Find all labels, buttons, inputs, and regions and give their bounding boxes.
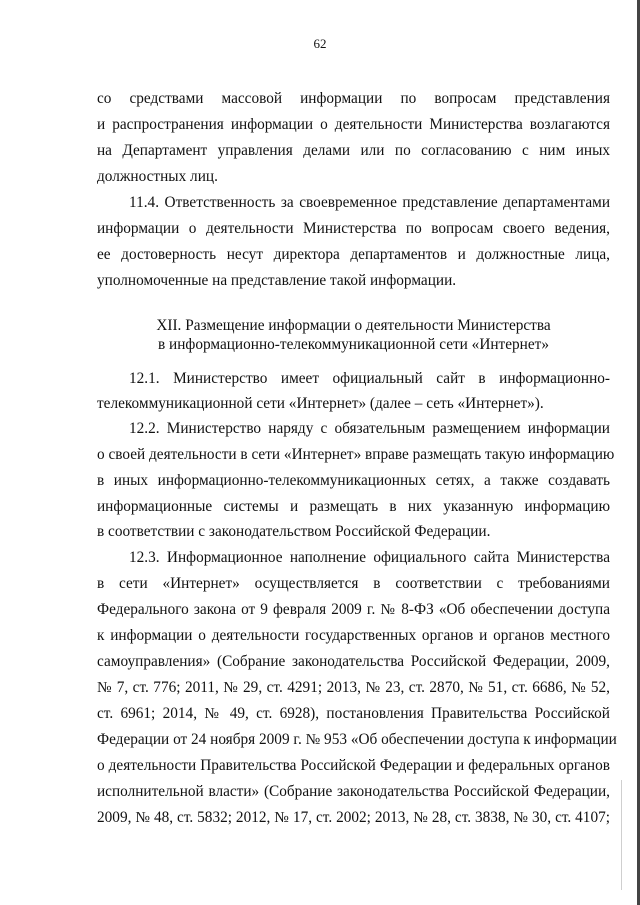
- text-line: информации о деятельности Министерства по вопросам своего ведения,: [97, 220, 610, 237]
- text-line: Федерации от 24 ноября 2009 г. № 953 «Об обеспечении доступа к информации: [97, 731, 617, 748]
- text-line: о деятельности Правительства Российской Федерации и федеральных органов: [97, 757, 610, 774]
- page-number: 62: [313, 36, 327, 51]
- text-line: ст. 6961; 2014, № 49, ст. 6928), постановления Правительства Российской: [97, 705, 610, 722]
- text-line: о своей деятельности в сети «Интернет» вправе размещать такую информацию: [97, 446, 615, 463]
- text-line: информационные системы и размещать в них указанную информацию: [97, 498, 610, 515]
- text-line: со средствами массовой информации по вопросам представления: [97, 90, 610, 107]
- text-line: самоуправления» (Собрание законодательства Российской Федерации, 2009,: [97, 653, 610, 670]
- text-line: Федерального закона от 9 февраля 2009 г. № 8-ФЗ «Об обеспечении доступа: [97, 601, 610, 618]
- text-line: в иных информационно-телекоммуникационных сетях, а также создавать: [97, 472, 610, 489]
- text-line: к информации о деятельности государственных органов и органов местного: [97, 627, 610, 644]
- paragraph-12-1-start: 12.1. Министерство имеет официальный сайт в информационно-: [129, 370, 610, 387]
- text-line: 2009, № 48, ст. 5832; 2012, № 17, ст. 2002; 2013, № 28, ст. 3838, № 30, ст. 4107;: [97, 809, 610, 826]
- text-line: телекоммуникационной сети «Интернет» (далее – сеть «Интернет»).: [97, 395, 544, 412]
- section-heading: XII. Размещение информации о деятельности Министерства: [156, 317, 551, 334]
- text-line: в соответствии с законодательством Российской Федерации.: [97, 523, 491, 540]
- scan-artifact: [621, 780, 622, 890]
- text-line: № 7, ст. 776; 2011, № 29, ст. 4291; 2013, № 23, ст. 2870, № 51, ст. 6686, № 52,: [97, 679, 610, 696]
- text-line: должностных лиц.: [97, 168, 218, 185]
- text-line: на Департамент управления делами или по согласованию с ним иных: [97, 142, 610, 159]
- text-line: и распространения информации о деятельности Министерства возлагаются: [97, 116, 610, 133]
- paragraph-11-4-start: 11.4. Ответственность за своевременное представление департаментами: [129, 194, 610, 211]
- text-line: в сети «Интернет» осуществляется в соответствии с требованиями: [97, 575, 610, 592]
- paragraph-12-2-start: 12.2. Министерство наряду с обязательным размещением информации: [129, 420, 610, 437]
- paragraph-12-3-start: 12.3. Информационное наполнение официального сайта Министерства: [129, 549, 610, 566]
- text-line: ее достоверность несут директора департаментов и должностные лица,: [97, 246, 610, 263]
- section-heading: в информационно-телекоммуникационной сети «Интернет»: [157, 336, 549, 353]
- text-line: уполномоченные на представление такой информации.: [97, 272, 457, 289]
- text-line: исполнительной власти» (Собрание законодательства Российской Федерации,: [97, 783, 610, 800]
